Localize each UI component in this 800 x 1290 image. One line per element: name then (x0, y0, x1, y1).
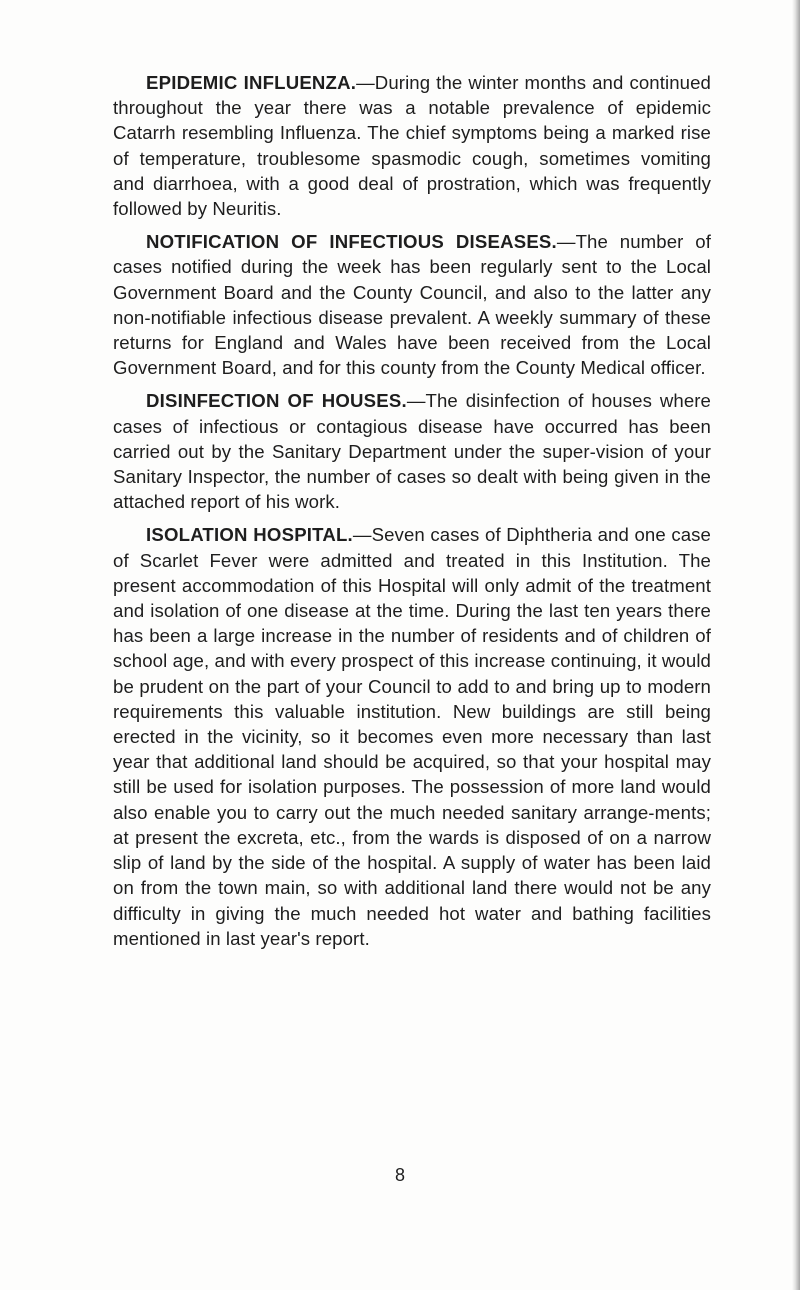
paragraph-disinfection (113, 388, 711, 514)
paragraph-isolation-hospital (113, 522, 711, 950)
page-edge-shadow (792, 0, 800, 1290)
text-isolation-hospital: —Seven cases of Diphtheria and one case of Scarlet Fever were admitted and treated in this Institution. The present accommodation of this Hospital will only admit of the treatment and isolation of one disease at the time. During the last ten years there has been a large increase in the number of residents and of children of school age, and with every prospect of this increase continuing, it would be prudent on the part of your Council to add to and bring up to modern requirements this valuable institution. New buildings are still being erected in the vicinity, so it becomes even more necessary than last year that additional land should be acquired, so that your hospital may still be used for isolation purposes. The possession of more land would also enable you to carry out the much needed sanitary arrange-ments; at present the excreta, etc., from the wards is disposed of on a narrow slip of land by the side of the hospital. A supply of water has been laid on from the town main, so with additional land there would not be any difficulty in giving the much needed hot water and bathing facilities mentioned in last year's report. (113, 524, 711, 949)
text-epidemic-influenza: —During the winter months and continued throughout the year there was a notable prevalence of epidemic Catarrh resembling Influenza. The chief symptoms being a marked rise of temperature, troublesome spasmodic cough, sometimes vomiting and diarrhoea, with a good deal of prostration, which was frequently followed by Neuritis. (113, 72, 711, 220)
heading-notification: NOTIFICATION OF INFECTIOUS DISEASES. (146, 231, 557, 253)
text-notification: —The number of cases notified during the week has been regularly sent to the Local Government Board and the County Council, and also to the latter any non-notifiable infectious disease prevalent. A weekly summary of these returns for England and Wales have been received from the Local Government Board, and for this county from the County Medical officer. (113, 231, 711, 379)
page-number: 8 (394, 1165, 405, 1185)
paragraph-notification (113, 229, 711, 380)
text-disinfection: —The disinfection of houses where cases of infectious or contagious disease have occurred has been carried out by the Sanitary Department under the super-vision of your Sanitary Inspector, the number of cases so dealt with being given in the attached report of his work. (113, 390, 711, 513)
paragraph-epidemic-influenza (113, 70, 711, 221)
heading-isolation-hospital: ISOLATION HOSPITAL. (146, 524, 353, 546)
heading-disinfection: DISINFECTION OF HOUSES. (146, 390, 407, 412)
heading-epidemic-influenza: EPIDEMIC INFLUENZA. (146, 72, 357, 93)
body-text (113, 70, 711, 959)
